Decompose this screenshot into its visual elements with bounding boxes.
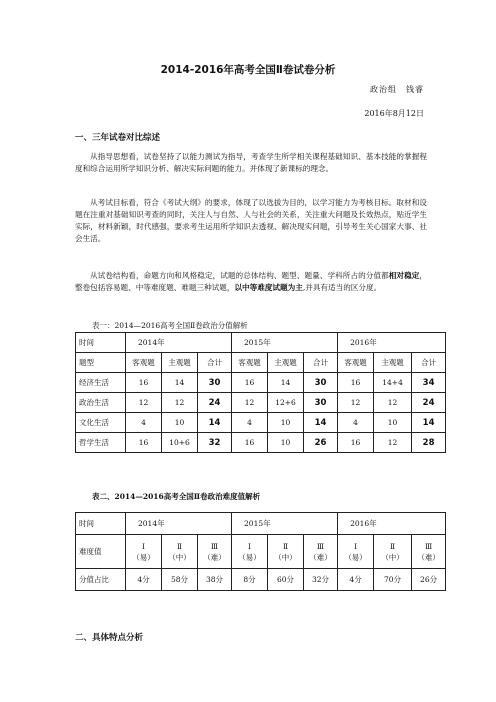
score-cell: 38分	[198, 569, 232, 591]
row-label: 政治生活	[76, 393, 126, 413]
total-cell: 24	[412, 393, 446, 413]
row-label: 文化生活	[76, 413, 126, 433]
score-cell: 32分	[304, 569, 338, 591]
total-cell: 34	[412, 373, 446, 393]
difficulty-cell	[268, 535, 304, 569]
difficulty-cell	[126, 535, 162, 569]
total-cell: 14	[198, 413, 232, 433]
table-row	[76, 433, 446, 453]
row-label: 经济生活	[76, 373, 126, 393]
difficulty-cell	[232, 535, 268, 569]
section2-heading: 二、具体特点分析	[75, 633, 144, 643]
total-cell: 32	[198, 433, 232, 453]
level-word: （难）	[203, 552, 226, 562]
table1-year-2015: 2015年	[232, 333, 338, 353]
difficulty-table	[75, 512, 446, 591]
p3-text-3: ,并具有适当的区分度。	[302, 283, 382, 292]
paragraph-exam-structure	[75, 270, 427, 294]
p3-text-1: 从试卷结构看，命题方向和风格稳定，试题的总体结构、题型、题量、学科所占的分值都	[90, 271, 389, 280]
table2-year-2016: 2016年	[338, 513, 446, 535]
table1-time-label: 时间	[76, 333, 126, 353]
p3-bold-1: 相对稳定	[388, 271, 420, 280]
col-subjective: 主观题	[374, 353, 412, 373]
score-cell: 4分	[338, 569, 374, 591]
table-row	[76, 413, 446, 433]
col-total: 合计	[198, 353, 232, 373]
difficulty-label: 难度值	[76, 535, 126, 569]
score-cell: 4分	[126, 569, 162, 591]
table1-year-2016: 2016年	[338, 333, 446, 353]
difficulty-cell	[338, 535, 374, 569]
level-word: （难）	[417, 552, 440, 562]
table2-caption: 表二、2014—2016高考全国Ⅱ卷政治难度值解析	[92, 492, 261, 501]
table2-year-2014: 2014年	[126, 513, 232, 535]
p3-text-2: ，整卷包括容易题、中等难度题、难题三种试题，	[75, 271, 428, 292]
cell: 16	[126, 373, 162, 393]
col-total: 合计	[412, 353, 446, 373]
level-word: （中）	[381, 552, 404, 562]
cell: 4	[338, 413, 374, 433]
table1-type-label: 题型	[76, 353, 126, 373]
total-cell: 24	[198, 393, 232, 413]
cell: 10	[374, 413, 412, 433]
cell: 12	[162, 393, 198, 413]
level-word: （易）	[132, 552, 155, 562]
cell: 12	[232, 393, 268, 413]
level-roman: Ⅱ	[176, 541, 183, 551]
difficulty-cell	[412, 535, 446, 569]
score-cell: 70分	[374, 569, 412, 591]
score-cell: 58分	[162, 569, 198, 591]
table2-score-row	[76, 569, 446, 591]
author: 政治组 钱睿	[370, 85, 424, 94]
total-cell: 30	[304, 393, 338, 413]
row-label: 哲学生活	[76, 433, 126, 453]
total-cell: 26	[304, 433, 338, 453]
cell: 10	[268, 413, 304, 433]
cell: 16	[338, 433, 374, 453]
level-roman: Ⅲ	[316, 541, 325, 551]
level-roman: Ⅱ	[390, 541, 396, 551]
table1-caption: 表一：2014—2016高考全国Ⅱ卷政治分值解析	[92, 321, 248, 330]
score-table	[75, 332, 446, 453]
table2-time-label: 时间	[76, 513, 126, 535]
level-roman: Ⅰ	[142, 541, 145, 551]
paragraph-exam-goals: 从考试目标看，符合《考试大纲》的要求，体现了以选拔为目的，以学习能力为考核目标。取材和设题在注重对基础知识考查的同时，关注人与自然、人与社会的关系，关注重大问题及长效热点，贴近学生实际，材料新颖，时代感强，要求考生运用所学知识去透视、解决现实问题，引导考生关心国家大事、社会生活。	[75, 198, 427, 243]
cell: 12	[374, 393, 412, 413]
level-roman: Ⅰ	[248, 541, 252, 551]
table2-year-row	[76, 513, 446, 535]
cell: 10	[268, 433, 304, 453]
level-roman: Ⅲ	[424, 541, 433, 551]
cell: 10	[162, 413, 198, 433]
cell: 12	[126, 393, 162, 413]
score-share-label: 分值占比	[76, 569, 126, 591]
cell: 4	[126, 413, 162, 433]
difficulty-cell	[374, 535, 412, 569]
total-cell: 14	[412, 413, 446, 433]
cell: 14	[268, 373, 304, 393]
cell: 16	[126, 433, 162, 453]
table2-year-2015: 2015年	[232, 513, 338, 535]
page-title: 2014-2016年高考全国Ⅱ卷试卷分析	[160, 64, 336, 76]
total-cell: 28	[412, 433, 446, 453]
total-cell: 30	[304, 373, 338, 393]
col-subjective: 主观题	[162, 353, 198, 373]
cell: 10+6	[162, 433, 198, 453]
table2-difficulty-row	[76, 535, 446, 569]
date: 2016年8月12日	[364, 109, 424, 118]
cell: 16	[232, 433, 268, 453]
col-subjective: 主观题	[268, 353, 304, 373]
total-cell: 14	[304, 413, 338, 433]
cell: 14+4	[374, 373, 412, 393]
level-roman: Ⅲ	[210, 541, 219, 551]
col-total: 合计	[304, 353, 338, 373]
paragraph-guiding-thought: 从指导思想看，试卷坚持了以能力测试为指导，考查学生所学相关课程基础知识、基本技能的掌握程度和综合运用所学知识分析、解决实际问题的能力。并体现了新课标的理念。	[75, 152, 427, 173]
table-row	[76, 393, 446, 413]
col-objective: 客观题	[126, 353, 162, 373]
level-word: （易）	[344, 552, 367, 562]
level-word: （难）	[309, 552, 332, 562]
col-objective: 客观题	[232, 353, 268, 373]
cell: 4	[232, 413, 268, 433]
difficulty-cell	[304, 535, 338, 569]
difficulty-cell	[162, 535, 198, 569]
cell: 12+6	[268, 393, 304, 413]
cell: 16	[232, 373, 268, 393]
cell: 12	[374, 433, 412, 453]
p3-bold-2: 以中等难度试题为主	[234, 283, 303, 292]
col-objective: 客观题	[338, 353, 374, 373]
difficulty-cell	[198, 535, 232, 569]
level-word: （中）	[274, 552, 297, 562]
level-roman: Ⅱ	[282, 541, 289, 551]
cell: 12	[338, 393, 374, 413]
level-word: （中）	[168, 552, 191, 562]
total-cell: 30	[198, 373, 232, 393]
section1-heading: 一、三年试卷对比综述	[75, 133, 161, 143]
cell: 16	[338, 373, 374, 393]
table1-year-2014: 2014年	[126, 333, 232, 353]
table1-year-row	[76, 333, 446, 353]
table1-header-row	[76, 353, 446, 373]
level-roman: Ⅰ	[354, 541, 358, 551]
score-cell: 8分	[232, 569, 268, 591]
level-word: （易）	[238, 552, 261, 562]
cell: 14	[162, 373, 198, 393]
score-cell: 60分	[268, 569, 304, 591]
score-cell: 26分	[412, 569, 446, 591]
table-row	[76, 373, 446, 393]
